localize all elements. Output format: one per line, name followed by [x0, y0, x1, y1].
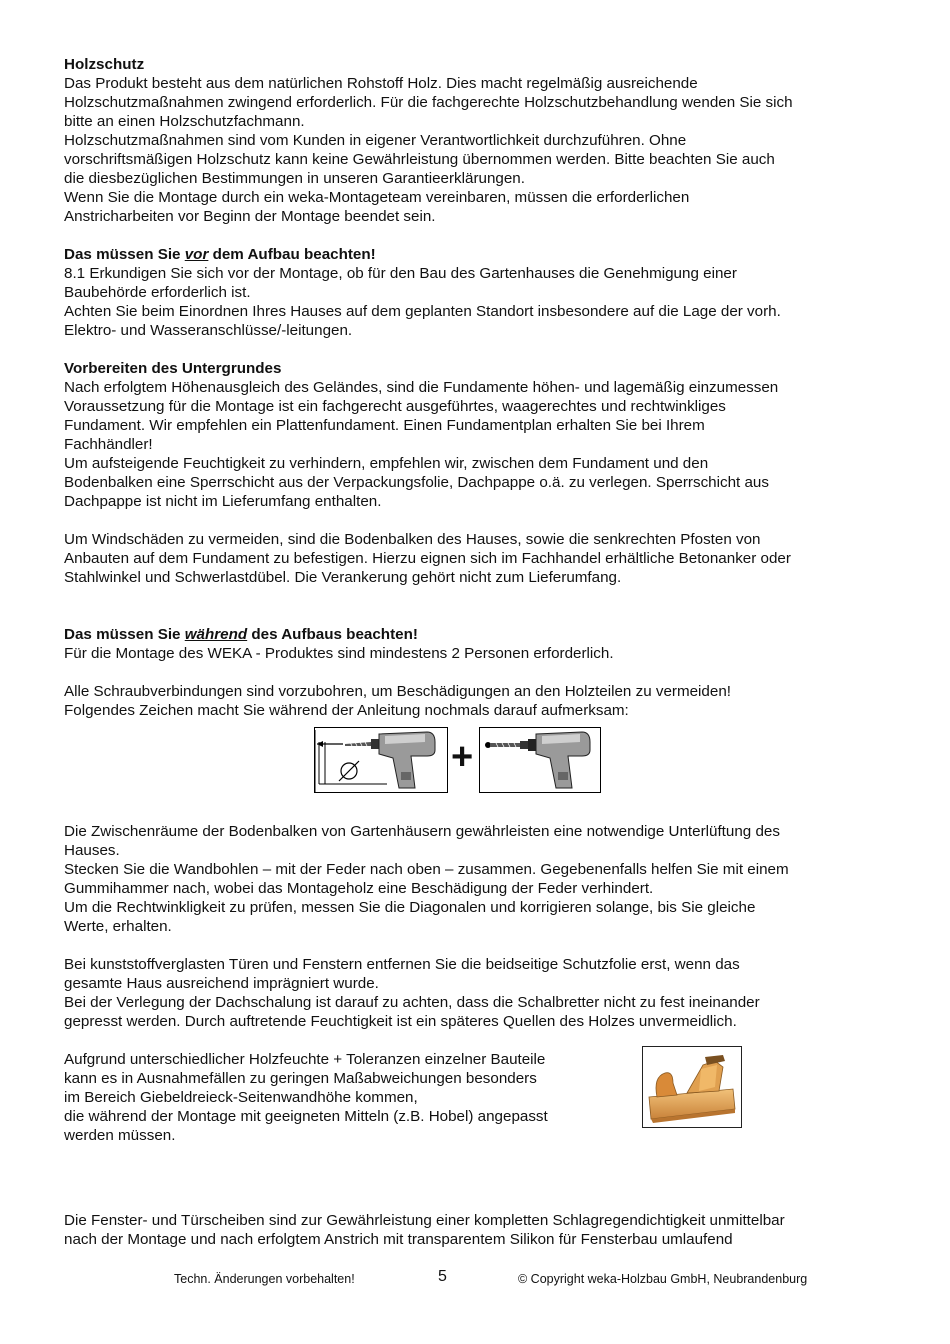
holzschutz-paragraph — [64, 74, 864, 226]
text-line: Holzschutzmaßnahmen zwingend erforderlich. Für die fachgerechte Holzschutzbehandlung wenden Sie sich — [64, 94, 793, 111]
heading-holzschutz: Holzschutz — [64, 56, 145, 73]
page-number: 5 — [438, 1268, 447, 1285]
hand-plane-icon — [642, 1046, 742, 1128]
text-line: Dachpappe ist nicht im Lieferumfang enthalten. — [64, 493, 382, 510]
bodenbalken-paragraph — [64, 822, 864, 936]
text-line: Um aufsteigende Feuchtigkeit zu verhindern, empfehlen wir, zwischen dem Fundament und den — [64, 455, 709, 472]
text-line: Elektro- und Wasseranschlüsse/-leitungen. — [64, 322, 353, 339]
text-line: Für die Montage des WEKA - Produktes sind mindestens 2 Personen erforderlich. — [64, 645, 614, 662]
text-line: nach der Montage und nach erfolgtem Anstrich mit transparentem Silikon für Fensterbau umlaufend — [64, 1231, 733, 1248]
drill-symbol-figure — [64, 727, 864, 809]
text-line: Anbauten auf dem Fundament zu befestigen. Hierzu eignen sich im Fachhandel erhältliche Betonanker oder — [64, 550, 791, 567]
text-line: Holzschutzmaßnahmen sind vom Kunden in eigener Verantwortlichkeit durchzuführen. Ohne — [64, 132, 687, 149]
fensterscheiben-paragraph — [64, 1211, 864, 1249]
document-body — [64, 55, 864, 1249]
text-line: Hauses. — [64, 842, 120, 859]
text-line: Stecken Sie die Wandbohlen – mit der Feder nach oben – zusammen. Gegebenenfalls helfen Sie mit einem — [64, 861, 789, 878]
heading-emphasis: während — [184, 626, 248, 643]
predrill-icon — [314, 727, 448, 793]
text-line: Die Zwischenräume der Bodenbalken von Gartenhäusern gewährleisten eine notwendige Unterlüftung des — [64, 823, 780, 840]
text-line: werden müssen. — [64, 1127, 176, 1144]
vorbohren-paragraph — [64, 682, 864, 720]
text-line: kann es in Ausnahmefällen zu geringen Maßabweichungen besonders — [64, 1070, 537, 1087]
heading-emphasis: vor — [184, 246, 209, 263]
footer-copyright: © Copyright weka-Holzbau GmbH, Neubrandenburg — [518, 1272, 808, 1286]
text-line: 8.1 Erkundigen Sie sich vor der Montage, ob für den Bau des Gartenhauses die Genehmigung einer — [64, 265, 737, 282]
text-line: gepresst werden. Durch auftretende Feuchtigkeit ist ein späteres Quellen des Holzes unvermeidlich. — [64, 1013, 737, 1030]
heading-part: Das müssen Sie — [64, 626, 185, 643]
heading-vor-aufbau — [64, 245, 864, 264]
text-line: Werte, erhalten. — [64, 918, 172, 935]
plus-sign: + — [451, 736, 474, 778]
text-line: vorschriftsmäßigen Holzschutz kann keine Gewährleistung übernommen werden. Bitte beachten Sie auch — [64, 151, 775, 168]
holzfeuchte-block — [64, 1050, 864, 1145]
heading-untergrund: Vorbereiten des Untergrundes — [64, 360, 282, 377]
heading-part: des Aufbaus beachten! — [247, 626, 418, 643]
heading-waehrend-aufbau — [64, 625, 864, 644]
text-line: Wenn Sie die Montage durch ein weka-Montageteam vereinbaren, müssen die erforderlichen — [64, 189, 690, 206]
text-line: Achten Sie beim Einordnen Ihres Hauses auf dem geplanten Standort insbesondere auf die Lage der vorh. — [64, 303, 781, 320]
text-line: Stahlwinkel und Schwerlastdübel. Die Verankerung gehört nicht zum Lieferumfang. — [64, 569, 622, 586]
text-line: Fundament. Wir empfehlen ein Plattenfundament. Einen Fundamentplan erhalten Sie bei Ihrem — [64, 417, 705, 434]
text-line: Bei kunststoffverglasten Türen und Fenstern entfernen Sie die beidseitige Schutzfolie erst, wenn das — [64, 956, 740, 973]
text-line: Bodenbalken eine Sperrschicht aus der Verpackungsfolie, Dachpappe o.ä. zu verlegen. Sperrschicht aus — [64, 474, 769, 491]
vor-aufbau-paragraph — [64, 264, 864, 340]
text-line: im Bereich Giebeldreieck-Seitenwandhöhe kommen, — [64, 1089, 418, 1106]
text-line: Um Windschäden zu vermeiden, sind die Bodenbalken des Hauses, sowie die senkrechten Pfosten von — [64, 531, 761, 548]
text-line: Nach erfolgtem Höhenausgleich des Geländes, sind die Fundamente höhen- und lagemäßig einzumessen — [64, 379, 779, 396]
schutzfolie-paragraph — [64, 955, 864, 1031]
text-line: Voraussetzung für die Montage ist ein fachgerecht ausgeführtes, waagerechtes und rechtwinkliges — [64, 398, 726, 415]
text-line: die während der Montage mit geeigneten Mitteln (z.B. Hobel) angepasst — [64, 1108, 548, 1125]
text-line: Baubehörde erforderlich ist. — [64, 284, 251, 301]
text-line: Folgendes Zeichen macht Sie während der Anleitung nochmals darauf aufmerksam: — [64, 702, 629, 719]
text-line: Anstricharbeiten vor Beginn der Montage beendet sein. — [64, 208, 436, 225]
text-line: Das Produkt besteht aus dem natürlichen Rohstoff Holz. Dies macht regelmäßig ausreichende — [64, 75, 698, 92]
verankerung-paragraph — [64, 530, 864, 587]
text-line: Fachhändler! — [64, 436, 153, 453]
screwdriver-icon — [479, 727, 601, 793]
text-line: Gummihammer nach, wobei das Montageholz eine Beschädigung der Feder verhindert. — [64, 880, 654, 897]
heading-part: Das müssen Sie — [64, 246, 185, 263]
text-line: die diesbezüglichen Bestimmungen in unseren Garantieerklärungen. — [64, 170, 525, 187]
text-line: Um die Rechtwinkligkeit zu prüfen, messen Sie die Diagonalen und korrigieren solange, bis Sie gleiche — [64, 899, 756, 916]
untergrund-paragraph — [64, 378, 864, 511]
text-line: Alle Schraubverbindungen sind vorzubohren, um Beschädigungen an den Holzteilen zu vermeiden! — [64, 683, 731, 700]
text-line: Die Fenster- und Türscheiben sind zur Gewährleistung einer kompletten Schlagregendichtigkeit unmittelbar — [64, 1212, 785, 1229]
heading-part: dem Aufbau beachten! — [208, 246, 376, 263]
text-line: Bei der Verlegung der Dachschalung ist darauf zu achten, dass die Schalbretter nicht zu fest ineinander — [64, 994, 760, 1011]
text-line: bitte an einen Holzschutzfachmann. — [64, 113, 305, 130]
footer-disclaimer: Techn. Änderungen vorbehalten! — [174, 1272, 355, 1286]
text-line: Aufgrund unterschiedlicher Holzfeuchte + Toleranzen einzelner Bauteile — [64, 1051, 546, 1068]
text-line: gesamte Haus ausreichend imprägniert wurde. — [64, 975, 379, 992]
